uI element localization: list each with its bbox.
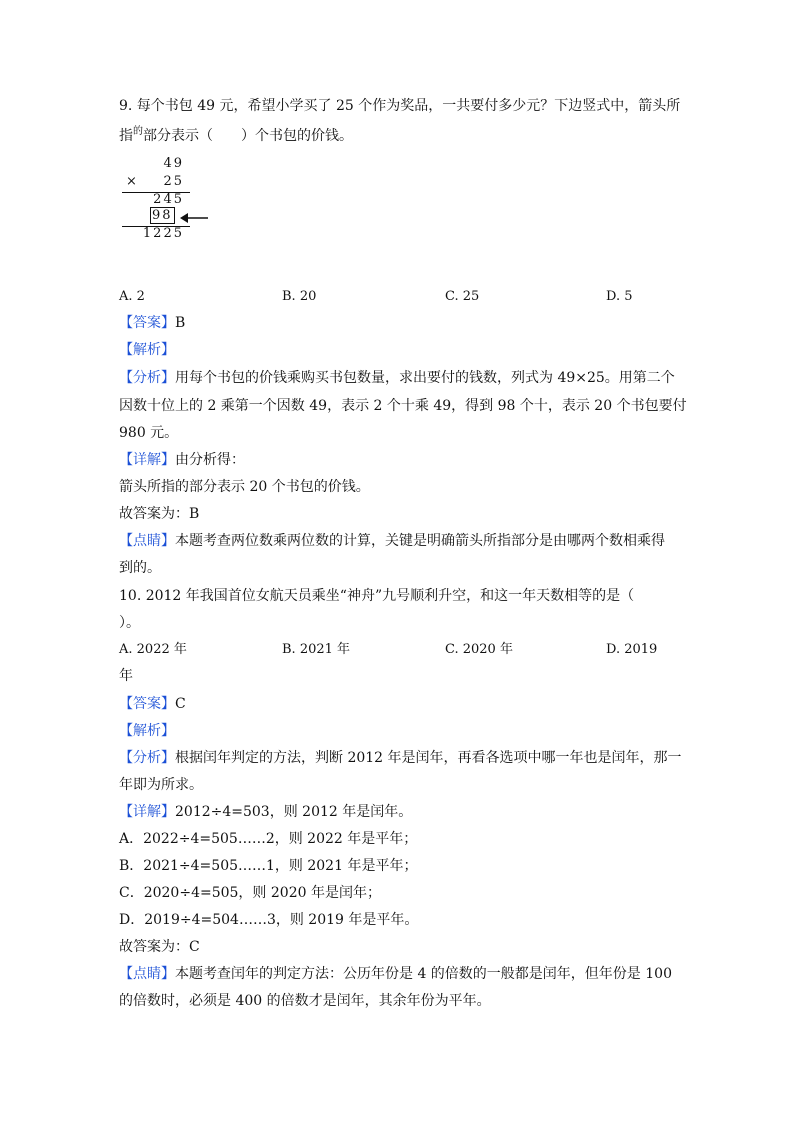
q9-option-b: B. 20 (282, 289, 317, 304)
q10-xiangjie-b: B．2021÷4=505……1，则 2021 年是平年； (119, 858, 418, 874)
calc-multiplicand: 49 (163, 156, 184, 171)
calc-times-sign: × (126, 174, 139, 189)
calc-partial-2-box (150, 208, 175, 223)
q10-stem-line1: 10. 2012 年我国首位女航天员乘坐“神舟”九号顺利升空，和这一年天数相等的是（ (119, 588, 635, 604)
vertical-multiplication (118, 156, 228, 246)
q9-option-a: A. 2 (119, 289, 145, 304)
q10-answer: 【答案】C (119, 696, 186, 712)
q9-option-c: C. 25 (445, 289, 480, 304)
q9-stem-line2 (119, 126, 353, 148)
q10-fenxi-1: 【分析】根据闰年判定的方法，判断 2012 年是闰年，再看各选项中哪一年也是闰年，那一 (119, 750, 682, 766)
q10-dianjing-1: 【点睛】本题考查闰年的判定方法：公历年份是 4 的倍数的一般都是闰年，但年份是 100 (119, 966, 672, 982)
q10-analysis-heading: 【解析】 (119, 723, 175, 739)
q10-xiangjie-end: 故答案为：C (119, 939, 200, 955)
q9-xiangjie-1: 【详解】由分析得： (119, 452, 245, 468)
q9-analysis-heading: 【解析】 (119, 342, 175, 358)
q9-stem-a: 指 (119, 128, 133, 144)
calc-partial-1: 245 (153, 192, 184, 207)
q9-fenxi-3: 980 元。 (119, 425, 179, 441)
q10-option-a: A. 2022 年 (119, 642, 187, 657)
q10-dianjing-2: 的倍数时，必须是 400 的倍数才是闰年，其余年份为平年。 (119, 993, 491, 1009)
q9-xiangjie-3: 故答案为：B (119, 506, 200, 522)
q10-option-d: D. 2019 (606, 642, 658, 657)
q9-stem-b: 部分表示（ ）个书包的价钱。 (143, 128, 353, 144)
q9-dianjing-2: 到的。 (119, 560, 161, 576)
q9-option-d: D. 5 (606, 289, 633, 304)
q9-xiangjie-2: 箭头所指的部分表示 20 个书包的价钱。 (119, 479, 370, 495)
q9-fenxi-2: 因数十位上的 2 乘第一个因数 49，表示 2 个十乘 49，得到 98 个十，表示 20 个书包要付 (119, 398, 687, 414)
arrow-left-icon (180, 212, 210, 224)
q10-fenxi-2: 年即为所求。 (119, 777, 203, 793)
q10-xiangjie-c: C．2020÷4=505，则 2020 年是闰年； (119, 885, 381, 901)
calc-total: 1225 (142, 226, 184, 241)
q9-dianjing-1: 【点睛】本题考查两位数乘两位数的计算，关键是明确箭头所指部分是由哪两个数相乘得 (119, 533, 665, 549)
q10-xiangjie-d: D．2019÷4=504……3，则 2019 年是平年。 (119, 912, 419, 928)
calc-multiplier: 25 (163, 174, 184, 189)
q9-stem-sup: 的 (133, 126, 143, 137)
q10-option-d-wrap: 年 (119, 668, 133, 684)
q10-stem-line2: ）。 (119, 615, 140, 631)
q10-option-c: C. 2020 年 (445, 642, 513, 657)
q9-stem-line1: 9. 每个书包 49 元，希望小学买了 25 个作为奖品，一共要付多少元？下边竖式中，箭头所 (119, 98, 681, 114)
q10-xiangjie-a: A．2022÷4=505……2，则 2022 年是平年； (119, 831, 418, 847)
q10-option-b: B. 2021 年 (282, 642, 351, 657)
q10-xiangjie-1: 【详解】2012÷4=503，则 2012 年是闰年。 (119, 804, 413, 820)
q9-fenxi-1: 【分析】用每个书包的价钱乘购买书包数量，求出要付的钱数，列式为 49×25。用第二个 (119, 370, 675, 386)
calc-partial-2: 98 (152, 208, 173, 223)
q9-answer: 【答案】B (119, 315, 186, 331)
